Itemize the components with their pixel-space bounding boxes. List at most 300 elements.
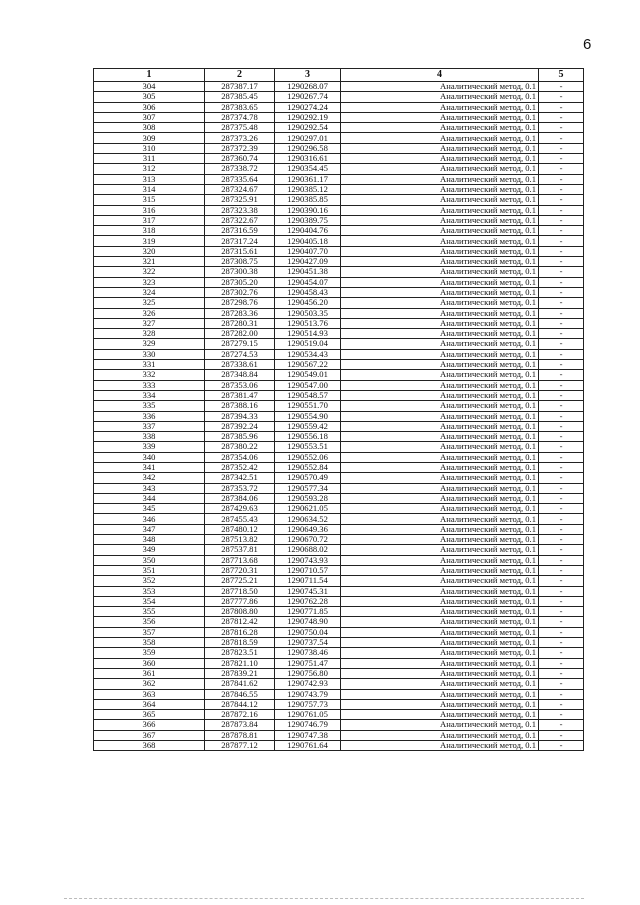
- method-cell: Аналитический метод, 0.1: [341, 82, 539, 92]
- x-coordinate-cell: 287537.81: [205, 545, 275, 555]
- method-cell: Аналитический метод, 0.1: [341, 679, 539, 689]
- y-coordinate-cell: 1290761.05: [275, 710, 341, 720]
- y-coordinate-cell: 1290385.12: [275, 184, 341, 194]
- method-cell: Аналитический метод, 0.1: [341, 360, 539, 370]
- note-cell: -: [539, 287, 584, 297]
- point-number-cell: 310: [94, 143, 205, 153]
- y-coordinate-cell: 1290577.34: [275, 483, 341, 493]
- note-cell: -: [539, 607, 584, 617]
- table-row: [94, 545, 584, 555]
- coordinates-table: [93, 68, 584, 751]
- y-coordinate-cell: 1290454.07: [275, 277, 341, 287]
- method-cell: Аналитический метод, 0.1: [341, 154, 539, 164]
- point-number-cell: 311: [94, 154, 205, 164]
- note-cell: -: [539, 504, 584, 514]
- x-coordinate-cell: 287388.16: [205, 401, 275, 411]
- y-coordinate-cell: 1290267.74: [275, 92, 341, 102]
- x-coordinate-cell: 287322.67: [205, 215, 275, 225]
- point-number-cell: 327: [94, 318, 205, 328]
- point-number-cell: 314: [94, 184, 205, 194]
- point-number-cell: 358: [94, 638, 205, 648]
- note-cell: -: [539, 401, 584, 411]
- table-row: [94, 195, 584, 205]
- point-number-cell: 337: [94, 421, 205, 431]
- x-coordinate-cell: 287353.72: [205, 483, 275, 493]
- x-coordinate-cell: 287279.15: [205, 339, 275, 349]
- point-number-cell: 357: [94, 627, 205, 637]
- table-row: [94, 401, 584, 411]
- x-coordinate-cell: 287713.68: [205, 555, 275, 565]
- table-row: [94, 390, 584, 400]
- note-cell: -: [539, 576, 584, 586]
- method-cell: Аналитический метод, 0.1: [341, 504, 539, 514]
- point-number-cell: 347: [94, 524, 205, 534]
- point-number-cell: 366: [94, 720, 205, 730]
- point-number-cell: 338: [94, 432, 205, 442]
- y-coordinate-cell: 1290553.51: [275, 442, 341, 452]
- point-number-cell: 329: [94, 339, 205, 349]
- x-coordinate-cell: 287325.91: [205, 195, 275, 205]
- point-number-cell: 363: [94, 689, 205, 699]
- note-cell: -: [539, 102, 584, 112]
- note-cell: -: [539, 442, 584, 452]
- point-number-cell: 359: [94, 648, 205, 658]
- note-cell: -: [539, 370, 584, 380]
- y-coordinate-cell: 1290710.57: [275, 565, 341, 575]
- header-col-3: 3: [275, 69, 341, 82]
- page-number: 6: [583, 36, 592, 53]
- table-row: [94, 689, 584, 699]
- method-cell: Аналитический метод, 0.1: [341, 390, 539, 400]
- y-coordinate-cell: 1290747.38: [275, 730, 341, 740]
- point-number-cell: 354: [94, 596, 205, 606]
- x-coordinate-cell: 287352.42: [205, 462, 275, 472]
- note-cell: -: [539, 524, 584, 534]
- x-coordinate-cell: 287338.61: [205, 360, 275, 370]
- method-cell: Аналитический метод, 0.1: [341, 607, 539, 617]
- y-coordinate-cell: 1290268.07: [275, 82, 341, 92]
- x-coordinate-cell: 287360.74: [205, 154, 275, 164]
- x-coordinate-cell: 287315.61: [205, 246, 275, 256]
- method-cell: Аналитический метод, 0.1: [341, 483, 539, 493]
- table-row: [94, 679, 584, 689]
- method-cell: Аналитический метод, 0.1: [341, 565, 539, 575]
- note-cell: -: [539, 246, 584, 256]
- y-coordinate-cell: 1290547.00: [275, 380, 341, 390]
- note-cell: -: [539, 658, 584, 668]
- table-row: [94, 215, 584, 225]
- x-coordinate-cell: 287316.59: [205, 226, 275, 236]
- method-cell: Аналитический метод, 0.1: [341, 576, 539, 586]
- note-cell: -: [539, 596, 584, 606]
- point-number-cell: 367: [94, 730, 205, 740]
- y-coordinate-cell: 1290451.38: [275, 267, 341, 277]
- table-row: [94, 699, 584, 709]
- method-cell: Аналитический метод, 0.1: [341, 215, 539, 225]
- y-coordinate-cell: 1290407.70: [275, 246, 341, 256]
- x-coordinate-cell: 287718.50: [205, 586, 275, 596]
- point-number-cell: 330: [94, 349, 205, 359]
- table-row: [94, 318, 584, 328]
- table-row: [94, 617, 584, 627]
- table-row: [94, 267, 584, 277]
- y-coordinate-cell: 1290567.22: [275, 360, 341, 370]
- y-coordinate-cell: 1290405.18: [275, 236, 341, 246]
- point-number-cell: 355: [94, 607, 205, 617]
- point-number-cell: 344: [94, 493, 205, 503]
- x-coordinate-cell: 287821.10: [205, 658, 275, 668]
- method-cell: Аналитический метод, 0.1: [341, 339, 539, 349]
- point-number-cell: 317: [94, 215, 205, 225]
- y-coordinate-cell: 1290552.84: [275, 462, 341, 472]
- table-row: [94, 607, 584, 617]
- method-cell: Аналитический метод, 0.1: [341, 401, 539, 411]
- y-coordinate-cell: 1290361.17: [275, 174, 341, 184]
- table-row: [94, 287, 584, 297]
- method-cell: Аналитический метод, 0.1: [341, 246, 539, 256]
- table-row: [94, 473, 584, 483]
- table-row: [94, 329, 584, 339]
- table-row: [94, 226, 584, 236]
- x-coordinate-cell: 287323.38: [205, 205, 275, 215]
- x-coordinate-cell: 287480.12: [205, 524, 275, 534]
- method-cell: Аналитический метод, 0.1: [341, 92, 539, 102]
- x-coordinate-cell: 287839.21: [205, 668, 275, 678]
- method-cell: Аналитический метод, 0.1: [341, 638, 539, 648]
- x-coordinate-cell: 287302.76: [205, 287, 275, 297]
- point-number-cell: 362: [94, 679, 205, 689]
- point-number-cell: 361: [94, 668, 205, 678]
- table-row: [94, 483, 584, 493]
- method-cell: Аналитический метод, 0.1: [341, 617, 539, 627]
- method-cell: Аналитический метод, 0.1: [341, 741, 539, 751]
- table-row: [94, 360, 584, 370]
- method-cell: Аналитический метод, 0.1: [341, 730, 539, 740]
- table-row: [94, 174, 584, 184]
- note-cell: -: [539, 360, 584, 370]
- point-number-cell: 350: [94, 555, 205, 565]
- method-cell: Аналитический метод, 0.1: [341, 143, 539, 153]
- y-coordinate-cell: 1290404.76: [275, 226, 341, 236]
- note-cell: -: [539, 493, 584, 503]
- method-cell: Аналитический метод, 0.1: [341, 236, 539, 246]
- x-coordinate-cell: 287455.43: [205, 514, 275, 524]
- note-cell: -: [539, 349, 584, 359]
- y-coordinate-cell: 1290316.61: [275, 154, 341, 164]
- x-coordinate-cell: 287823.51: [205, 648, 275, 658]
- table-row: [94, 710, 584, 720]
- method-cell: Аналитический метод, 0.1: [341, 329, 539, 339]
- y-coordinate-cell: 1290743.93: [275, 555, 341, 565]
- note-cell: -: [539, 267, 584, 277]
- table-row: [94, 462, 584, 472]
- x-coordinate-cell: 287274.53: [205, 349, 275, 359]
- y-coordinate-cell: 1290534.43: [275, 349, 341, 359]
- y-coordinate-cell: 1290503.35: [275, 308, 341, 318]
- point-number-cell: 313: [94, 174, 205, 184]
- point-number-cell: 325: [94, 298, 205, 308]
- point-number-cell: 352: [94, 576, 205, 586]
- method-cell: Аналитический метод, 0.1: [341, 308, 539, 318]
- y-coordinate-cell: 1290389.75: [275, 215, 341, 225]
- x-coordinate-cell: 287342.51: [205, 473, 275, 483]
- header-col-1: 1: [94, 69, 205, 82]
- table-row: [94, 257, 584, 267]
- table-row: [94, 411, 584, 421]
- point-number-cell: 343: [94, 483, 205, 493]
- method-cell: Аналитический метод, 0.1: [341, 421, 539, 431]
- y-coordinate-cell: 1290688.02: [275, 545, 341, 555]
- note-cell: -: [539, 195, 584, 205]
- y-coordinate-cell: 1290274.24: [275, 102, 341, 112]
- note-cell: -: [539, 133, 584, 143]
- method-cell: Аналитический метод, 0.1: [341, 226, 539, 236]
- x-coordinate-cell: 287873.84: [205, 720, 275, 730]
- note-cell: -: [539, 679, 584, 689]
- table-row: [94, 452, 584, 462]
- y-coordinate-cell: 1290737.54: [275, 638, 341, 648]
- point-number-cell: 309: [94, 133, 205, 143]
- point-number-cell: 335: [94, 401, 205, 411]
- y-coordinate-cell: 1290570.49: [275, 473, 341, 483]
- note-cell: -: [539, 473, 584, 483]
- x-coordinate-cell: 287841.62: [205, 679, 275, 689]
- x-coordinate-cell: 287282.00: [205, 329, 275, 339]
- y-coordinate-cell: 1290556.18: [275, 432, 341, 442]
- y-coordinate-cell: 1290390.16: [275, 205, 341, 215]
- method-cell: Аналитический метод, 0.1: [341, 452, 539, 462]
- table-row: [94, 658, 584, 668]
- note-cell: -: [539, 668, 584, 678]
- table-row: [94, 535, 584, 545]
- header-col-5: 5: [539, 69, 584, 82]
- note-cell: -: [539, 339, 584, 349]
- x-coordinate-cell: 287777.86: [205, 596, 275, 606]
- note-cell: -: [539, 689, 584, 699]
- note-cell: -: [539, 226, 584, 236]
- table-row: [94, 339, 584, 349]
- table-row: [94, 741, 584, 751]
- point-number-cell: 326: [94, 308, 205, 318]
- x-coordinate-cell: 287348.84: [205, 370, 275, 380]
- note-cell: -: [539, 411, 584, 421]
- table-row: [94, 432, 584, 442]
- point-number-cell: 353: [94, 586, 205, 596]
- table-row: [94, 277, 584, 287]
- x-coordinate-cell: 287878.81: [205, 730, 275, 740]
- y-coordinate-cell: 1290552.06: [275, 452, 341, 462]
- point-number-cell: 320: [94, 246, 205, 256]
- method-cell: Аналитический метод, 0.1: [341, 112, 539, 122]
- x-coordinate-cell: 287816.28: [205, 627, 275, 637]
- note-cell: -: [539, 174, 584, 184]
- y-coordinate-cell: 1290757.73: [275, 699, 341, 709]
- table-row: [94, 102, 584, 112]
- table-row: [94, 154, 584, 164]
- table-row: [94, 82, 584, 92]
- y-coordinate-cell: 1290742.93: [275, 679, 341, 689]
- note-cell: -: [539, 92, 584, 102]
- table-row: [94, 92, 584, 102]
- method-cell: Аналитический метод, 0.1: [341, 174, 539, 184]
- y-coordinate-cell: 1290292.54: [275, 123, 341, 133]
- point-number-cell: 316: [94, 205, 205, 215]
- x-coordinate-cell: 287375.48: [205, 123, 275, 133]
- note-cell: -: [539, 452, 584, 462]
- table-row: [94, 112, 584, 122]
- table-row: [94, 308, 584, 318]
- y-coordinate-cell: 1290746.79: [275, 720, 341, 730]
- x-coordinate-cell: 287283.36: [205, 308, 275, 318]
- table-row: [94, 586, 584, 596]
- point-number-cell: 349: [94, 545, 205, 555]
- x-coordinate-cell: 287392.24: [205, 421, 275, 431]
- point-number-cell: 332: [94, 370, 205, 380]
- table-row: [94, 720, 584, 730]
- method-cell: Аналитический метод, 0.1: [341, 720, 539, 730]
- point-number-cell: 341: [94, 462, 205, 472]
- method-cell: Аналитический метод, 0.1: [341, 184, 539, 194]
- method-cell: Аналитический метод, 0.1: [341, 287, 539, 297]
- y-coordinate-cell: 1290762.28: [275, 596, 341, 606]
- note-cell: -: [539, 462, 584, 472]
- y-coordinate-cell: 1290751.47: [275, 658, 341, 668]
- note-cell: -: [539, 617, 584, 627]
- x-coordinate-cell: 287812.42: [205, 617, 275, 627]
- point-number-cell: 346: [94, 514, 205, 524]
- point-number-cell: 306: [94, 102, 205, 112]
- method-cell: Аналитический метод, 0.1: [341, 277, 539, 287]
- method-cell: Аналитический метод, 0.1: [341, 596, 539, 606]
- point-number-cell: 315: [94, 195, 205, 205]
- y-coordinate-cell: 1290456.20: [275, 298, 341, 308]
- y-coordinate-cell: 1290670.72: [275, 535, 341, 545]
- x-coordinate-cell: 287384.06: [205, 493, 275, 503]
- method-cell: Аналитический метод, 0.1: [341, 164, 539, 174]
- point-number-cell: 324: [94, 287, 205, 297]
- note-cell: -: [539, 164, 584, 174]
- method-cell: Аналитический метод, 0.1: [341, 298, 539, 308]
- note-cell: -: [539, 627, 584, 637]
- table-row: [94, 123, 584, 133]
- x-coordinate-cell: 287725.21: [205, 576, 275, 586]
- point-number-cell: 336: [94, 411, 205, 421]
- table-row: [94, 349, 584, 359]
- point-number-cell: 307: [94, 112, 205, 122]
- note-cell: -: [539, 318, 584, 328]
- table-row: [94, 668, 584, 678]
- x-coordinate-cell: 287381.47: [205, 390, 275, 400]
- y-coordinate-cell: 1290549.01: [275, 370, 341, 380]
- header-col-2: 2: [205, 69, 275, 82]
- table-row: [94, 576, 584, 586]
- y-coordinate-cell: 1290743.79: [275, 689, 341, 699]
- note-cell: -: [539, 648, 584, 658]
- y-coordinate-cell: 1290750.04: [275, 627, 341, 637]
- note-cell: -: [539, 143, 584, 153]
- point-number-cell: 339: [94, 442, 205, 452]
- note-cell: -: [539, 741, 584, 751]
- table-row: [94, 638, 584, 648]
- method-cell: Аналитический метод, 0.1: [341, 586, 539, 596]
- method-cell: Аналитический метод, 0.1: [341, 514, 539, 524]
- x-coordinate-cell: 287385.96: [205, 432, 275, 442]
- note-cell: -: [539, 555, 584, 565]
- x-coordinate-cell: 287308.75: [205, 257, 275, 267]
- note-cell: -: [539, 565, 584, 575]
- point-number-cell: 342: [94, 473, 205, 483]
- method-cell: Аналитический метод, 0.1: [341, 524, 539, 534]
- y-coordinate-cell: 1290385.85: [275, 195, 341, 205]
- table-row: [94, 184, 584, 194]
- x-coordinate-cell: 287387.17: [205, 82, 275, 92]
- y-coordinate-cell: 1290554.90: [275, 411, 341, 421]
- note-cell: -: [539, 483, 584, 493]
- y-coordinate-cell: 1290559.42: [275, 421, 341, 431]
- point-number-cell: 351: [94, 565, 205, 575]
- table-row: [94, 596, 584, 606]
- note-cell: -: [539, 535, 584, 545]
- table-header: [94, 69, 584, 82]
- note-cell: -: [539, 545, 584, 555]
- y-coordinate-cell: 1290519.04: [275, 339, 341, 349]
- table-row: [94, 205, 584, 215]
- method-cell: Аналитический метод, 0.1: [341, 493, 539, 503]
- note-cell: -: [539, 215, 584, 225]
- x-coordinate-cell: 287280.31: [205, 318, 275, 328]
- table-row: [94, 298, 584, 308]
- y-coordinate-cell: 1290634.52: [275, 514, 341, 524]
- table-body: [94, 82, 584, 751]
- method-cell: Аналитический метод, 0.1: [341, 318, 539, 328]
- note-cell: -: [539, 236, 584, 246]
- y-coordinate-cell: 1290748.90: [275, 617, 341, 627]
- x-coordinate-cell: 287317.24: [205, 236, 275, 246]
- x-coordinate-cell: 287324.67: [205, 184, 275, 194]
- y-coordinate-cell: 1290296.58: [275, 143, 341, 153]
- x-coordinate-cell: 287720.31: [205, 565, 275, 575]
- x-coordinate-cell: 287380.22: [205, 442, 275, 452]
- x-coordinate-cell: 287372.39: [205, 143, 275, 153]
- note-cell: -: [539, 308, 584, 318]
- point-number-cell: 308: [94, 123, 205, 133]
- note-cell: -: [539, 421, 584, 431]
- method-cell: Аналитический метод, 0.1: [341, 123, 539, 133]
- point-number-cell: 334: [94, 390, 205, 400]
- x-coordinate-cell: 287877.12: [205, 741, 275, 751]
- point-number-cell: 323: [94, 277, 205, 287]
- point-number-cell: 368: [94, 741, 205, 751]
- note-cell: -: [539, 112, 584, 122]
- point-number-cell: 365: [94, 710, 205, 720]
- y-coordinate-cell: 1290711.54: [275, 576, 341, 586]
- point-number-cell: 318: [94, 226, 205, 236]
- y-coordinate-cell: 1290297.01: [275, 133, 341, 143]
- table-row: [94, 648, 584, 658]
- point-number-cell: 305: [94, 92, 205, 102]
- y-coordinate-cell: 1290738.46: [275, 648, 341, 658]
- y-coordinate-cell: 1290514.93: [275, 329, 341, 339]
- x-coordinate-cell: 287383.65: [205, 102, 275, 112]
- point-number-cell: 321: [94, 257, 205, 267]
- point-number-cell: 304: [94, 82, 205, 92]
- note-cell: -: [539, 710, 584, 720]
- x-coordinate-cell: 287394.33: [205, 411, 275, 421]
- method-cell: Аналитический метод, 0.1: [341, 627, 539, 637]
- note-cell: -: [539, 514, 584, 524]
- method-cell: Аналитический метод, 0.1: [341, 699, 539, 709]
- x-coordinate-cell: 287335.64: [205, 174, 275, 184]
